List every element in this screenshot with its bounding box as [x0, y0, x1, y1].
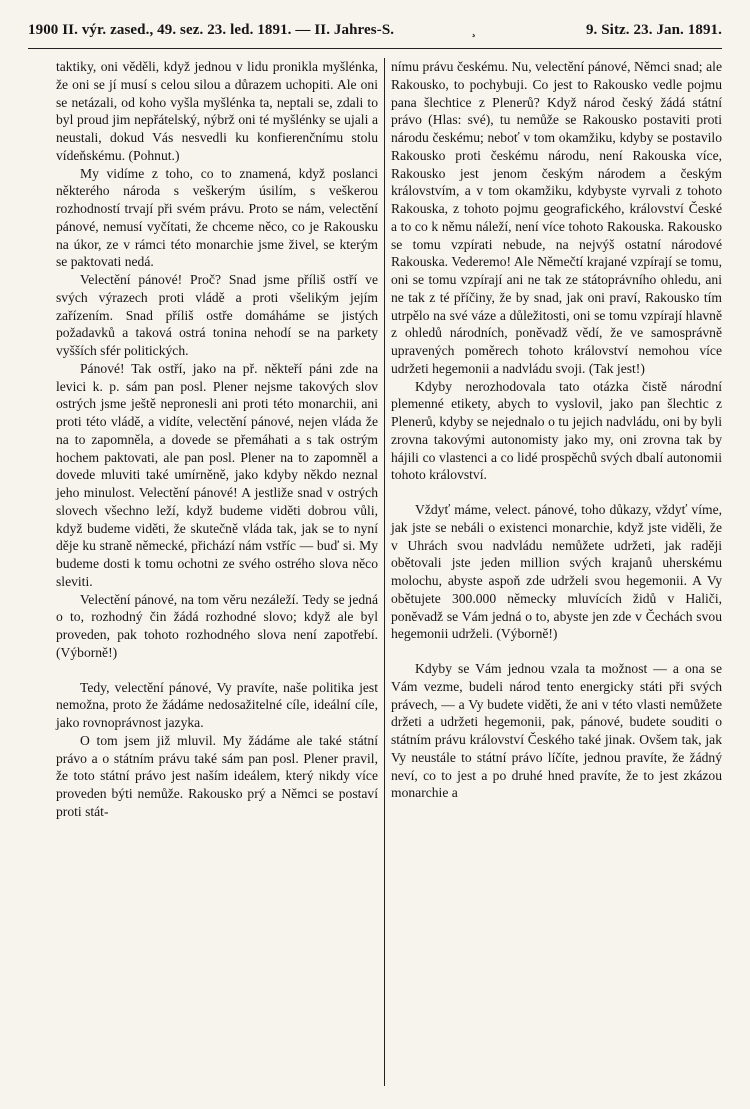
- header-left: 1900 II. výr. zased., 49. sez. 23. led. 1891. — II. Jahres-S.: [28, 22, 395, 38]
- paragraph: Tedy, velectění pánové, Vy pravíte, naše politika jest nemožna, proto že žádáme nedosažitelné cíle, ideální cíle, jako rovnoprávnost jazyka.: [56, 679, 378, 730]
- paragraph: nímu právu českému. Nu, velectění pánové, Němci snad; ale Rakousko, to pochybuji. Co jest to Rakousko vedle pojmu pana šlechtice z Plenerů? Když národ český žádá státní právo (Hlas: své), tu nemůže se Rakousko postaviti proti národu českému; neboť v tom okamžiku, kdyby se postavilo Rakousko proti českému národu, není Rakouska více, Rakousko jest jenom českým národem a českým královstvím, a v tom okamžiku, kdybyste vyrvali z tohoto Rakouska, z tohoto pojmu geografického, království České a to co k němu náleží, není více tohoto Rakouska. Rakousko se tomu vzpírati nebude, na nejvýš ostatní národové Rakouska. Vederemo! Ale Němečtí krajané vzpírají se tomu, oni se tomu vzpírají ani ne tak ze státoprávního ohledu, ani ne tak z té příčiny, že by snad, jak oni praví, Rakousko tím utrpělo na své váze a důležitosti, oni se tomu vzpírají hlavně z ohledů národních, poněvadž vědí, že ve samosprávně upravených poměrech tohoto království nemohou více udržeti hegemonii a nadvládu svoji. (Tak jest!): [391, 59, 722, 376]
- header-right: 9. Sitz. 23. Jan. 1891.: [585, 22, 722, 38]
- column-divider: [384, 58, 385, 1086]
- paragraph: Velectění pánové! Proč? Snad jsme příliš ostří ve svých výrazech proti vládě a proti všelikým jejím zařízením. Snad příliš ostře domáháme se jistých požadavků a taková ostrá tonina nehodí se na parkety vyšších sfér politických.: [56, 272, 378, 358]
- right-column: [391, 58, 722, 802]
- paragraph: Kdyby nerozhodovala tato otázka čistě národní plemenné etikety, abych to vyslovil, jako pan šlechtic z Plenerů, kdyby se nejednalo o tu jejich nadvládu, oni by byli zrovna takovými autonomisty jako my, oni zrovna tak by hájili co vlastenci a co lidé prospěchů svých dbalí autonomii tohoto království.: [391, 378, 722, 483]
- paragraph: Vždyť máme, velect. pánové, toho důkazy, vždyť víme, jak jste se nebáli o existenci monarchie, když jste viděli, že v Uhrách svou nadvládu nemůžete udržeti, jak raději obětovali jste jeden million svých krajanů uherskému molochu, abyste aspoň zde udrželi svou hegemonii. A Vy obětujete 300.000 německy mluvících židů v Haliči, poněvadž se Vám jedná o to, abyste jen zde v Čechách svou hegemonii udrželi. (Výborně!): [391, 502, 722, 642]
- page-header: [28, 18, 722, 46]
- left-column: [56, 58, 378, 821]
- header-rule: [28, 48, 722, 49]
- paragraph: Pánové! Tak ostří, jako na př. někteří páni zde na levici k. p. sám pan posl. Plener nejsme takových slov ostrých jsme ještě nepronesli ani proti této monarchii, ani proti této vládě, a vidíte, velectění pánové, nejen vláda že na to zapomněla, a dovede se přemáhati a s tak ostrým hochem paktovati, ale pan posl. Plener na to zapomněl a dovede mluviti také umírněně, jako kdyby někdo neznal jeho minulost. Velectění pánové! A jestliže snad v ostrých slovech všechno leží, když budeme viděti dobrou vůli, když budeme viděti, že skutečně vláda tak, jak se to nyní děje ku straně německé, přichází nám vstříc — buď si. My budeme dosti k tomu ochotni ze svého ostrého slova něco sleviti.: [56, 360, 378, 589]
- paragraph: O tom jsem již mluvil. My žádáme ale také státní právo a o státním právu také sám pan posl. Plener pravil, že toto státní právo jest naším ideálem, který nikdy více proveden býti nemůže. Rakousko prý a Němci se postaví proti stát-: [56, 732, 378, 819]
- paragraph: taktiky, oni věděli, když jednou v lidu pronikla myšlénka, že oni se jí musí s celou silou a důrazem uchopiti. Ale oni se netázali, od koho vyšla myšlénka ta, neptali se, zdali to byl proud jim nepřátelský, nýbrž oni té myšlénky se ujali a neustali, dokud Vás nesvedli ku konfierenčnímu stolu vídeňskému. (Pohnut.): [56, 59, 378, 163]
- paragraph: My vidíme z toho, co to znamená, když poslanci některého národa s veškerým úsilím, s veškerou rozhodností trvají při svém právu. Proto se nám, velectění pánové, nemusí vyčítati, že chceme něco, co je Rakousku na úkor, ze v rámci této monarchie jsme živel, se kterým se paktovati nedá.: [56, 165, 378, 270]
- paragraph: Kdyby se Vám jednou vzala ta možnost — a ona se Vám vezme, budeli národ tento energicky státi při svých právech, — a Vy budete viděti, že ani v této vlasti nemůžete držeti a udržeti hegemonii, pak, pánové, budete souditi o státním právu království Českého také jinak. Ovšem tak, jak Vy neustále to státní právo líčíte, jednou pravíte, že žádný neví, co to jest a po druhé hned pravíte, že to jest zkázou monarchie a: [391, 661, 722, 801]
- paragraph: Velectění pánové, na tom věru nezáleží. Tedy se jedná o to, rozhodný čin žádá rozhodné slovo; když ale byl proveden, pak tohoto rozhodného slova není zapotřebí. (Výborně!): [56, 591, 378, 660]
- header-mark: ¸: [471, 22, 477, 38]
